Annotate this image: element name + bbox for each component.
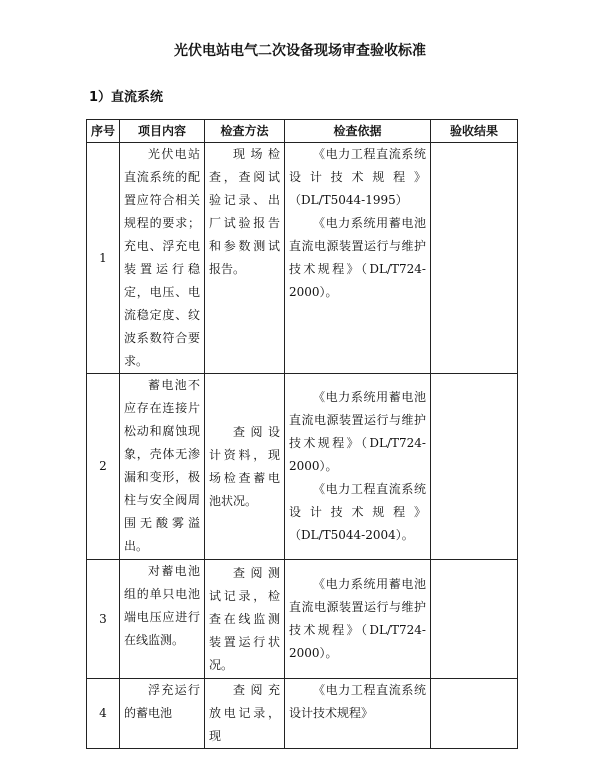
acceptance-standard-table xyxy=(86,119,518,749)
section-heading: 1）直流系统 xyxy=(89,90,164,105)
row-method: 查阅充放电记录，现 xyxy=(205,679,285,749)
row-result[interactable] xyxy=(431,374,518,560)
row-seq: 3 xyxy=(87,560,120,679)
header-content: 项目内容 xyxy=(120,120,205,143)
row-content: 蓄电池不应存在连接片松动和腐蚀现象，壳体无渗漏和变形，极柱与安全阀周围无酸雾溢出。 xyxy=(120,374,205,560)
row-basis: 《电力系统用蓄电池直流电源装置运行与维护技术规程》（DL/T724-2000）。 xyxy=(285,560,431,679)
row-seq: 2 xyxy=(87,374,120,560)
row-basis: 《电力工程直流系统设计技术规程》 xyxy=(285,679,431,749)
row-content: 对蓄电池组的单只电池端电压应进行在线监测。 xyxy=(120,560,205,679)
document-title: 光伏电站电气二次设备现场审查验收标准 xyxy=(174,43,426,59)
header-result: 验收结果 xyxy=(431,120,518,143)
row-content: 光伏电站直流系统的配置应符合相关规程的要求；充电、浮充电装置运行稳定，电压、电流稳定度、纹波系数符合要求。 xyxy=(120,143,205,374)
row-seq: 1 xyxy=(87,143,120,374)
row-result[interactable] xyxy=(431,679,518,749)
row-method: 查阅测试记录，检查在线监测装置运行状况。 xyxy=(205,560,285,679)
table-row xyxy=(87,560,518,679)
header-basis: 检查依据 xyxy=(285,120,431,143)
row-content: 浮充运行的蓄电池 xyxy=(120,679,205,749)
row-result[interactable] xyxy=(431,143,518,374)
table-row xyxy=(87,679,518,749)
table-header-row xyxy=(87,120,518,143)
row-basis: 《电力系统用蓄电池直流电源装置运行与维护技术规程》（DL/T724-2000）。 《电力工程直流系统设计技术规程》（DL/T5044-2004）。 xyxy=(285,374,431,560)
row-method: 查阅设计资料，现场检查蓄电池状况。 xyxy=(205,374,285,560)
header-method: 检查方法 xyxy=(205,120,285,143)
row-result[interactable] xyxy=(431,560,518,679)
header-seq: 序号 xyxy=(87,120,120,143)
row-basis: 《电力工程直流系统设计技术规程》（DL/T5044-1995） 《电力系统用蓄电池直流电源装置运行与维护技术规程》（DL/T724-2000）。 xyxy=(285,143,431,374)
row-method: 现场检查，查阅试验记录、出厂试验报告和参数测试报告。 xyxy=(205,143,285,374)
table-row xyxy=(87,374,518,560)
table-row xyxy=(87,143,518,374)
row-seq: 4 xyxy=(87,679,120,749)
